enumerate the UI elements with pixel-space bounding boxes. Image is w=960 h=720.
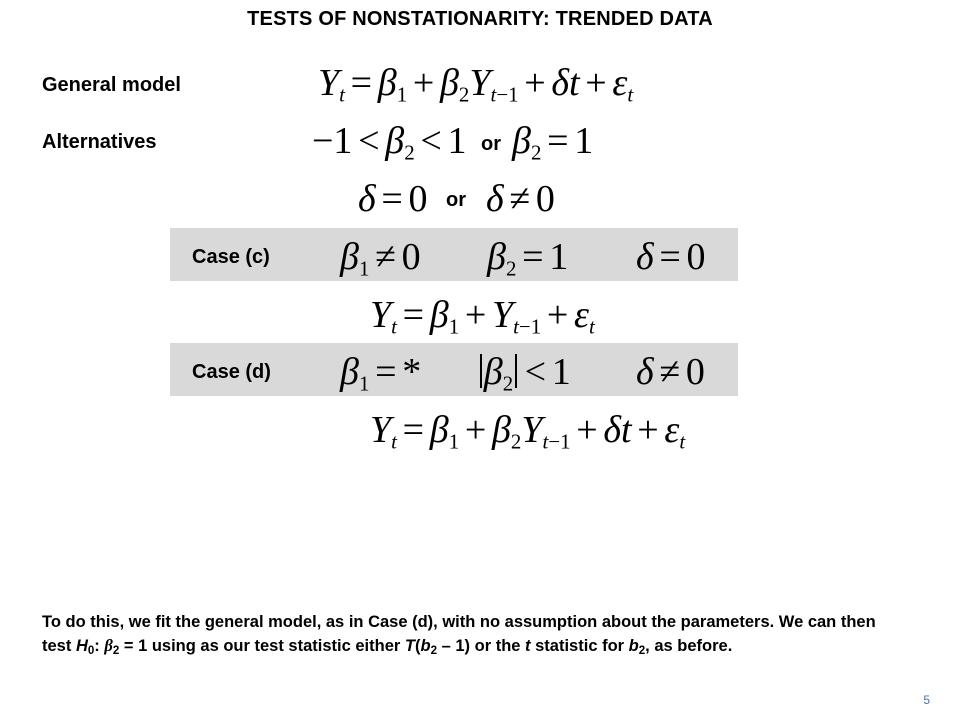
delta-nonzero-condition: δ ≠ 0 <box>486 178 555 220</box>
explanation-paragraph: To do this, we fit the general model, as in Case (d), with no assumption about the parameters. We can then test $H_0$: $\beta_2 = 1$ using as our test statistic either $T(b_2 - 1)$ or the t statistic for $b_2$, as before. <box>42 613 876 657</box>
case-d-beta2-condition: $\beta_2 < 1$ <box>478 353 571 394</box>
page-number: 5 <box>923 693 930 707</box>
general-model-label: General model <box>42 74 181 96</box>
slide-title: TESTS OF NONSTATIONARITY: TRENDED DATA <box>247 8 713 30</box>
general-model-equation: $Y_t = \beta_1 + \beta_2Y_{t-1} + \delta t + \varepsilon_t$ <box>318 62 634 107</box>
case-c-beta1-condition: $\beta_1 \ne 0$ <box>340 236 421 281</box>
case-c-equation: $Y_t = \beta_1 + Y_{t-1} + \varepsilon_t$ <box>370 294 595 339</box>
delta-zero-condition: δ = 0 <box>358 178 428 220</box>
case-c-label: Case (c) <box>192 246 270 268</box>
alternatives-label: Alternatives <box>42 131 157 153</box>
or-connector-1: or <box>481 133 501 155</box>
alternative-stationary-condition: $-1 < \beta_2 < 1$ <box>312 120 467 165</box>
or-connector-2: or <box>446 189 466 211</box>
case-d-equation: $Y_t = \beta_1 + \beta_2Y_{t-1} + \delta t + \varepsilon_t$ <box>370 409 686 454</box>
case-c-beta2-condition: $\beta_2 = 1$ <box>487 236 569 281</box>
alternative-unit-root-condition: $\beta_2 = 1$ <box>512 120 594 165</box>
case-d-label: Case (d) <box>192 361 271 383</box>
case-d-delta-condition: δ ≠ 0 <box>636 351 705 393</box>
case-d-beta1-condition: $\beta_1$ = * <box>340 351 422 396</box>
case-c-delta-condition: δ = 0 <box>636 236 706 278</box>
